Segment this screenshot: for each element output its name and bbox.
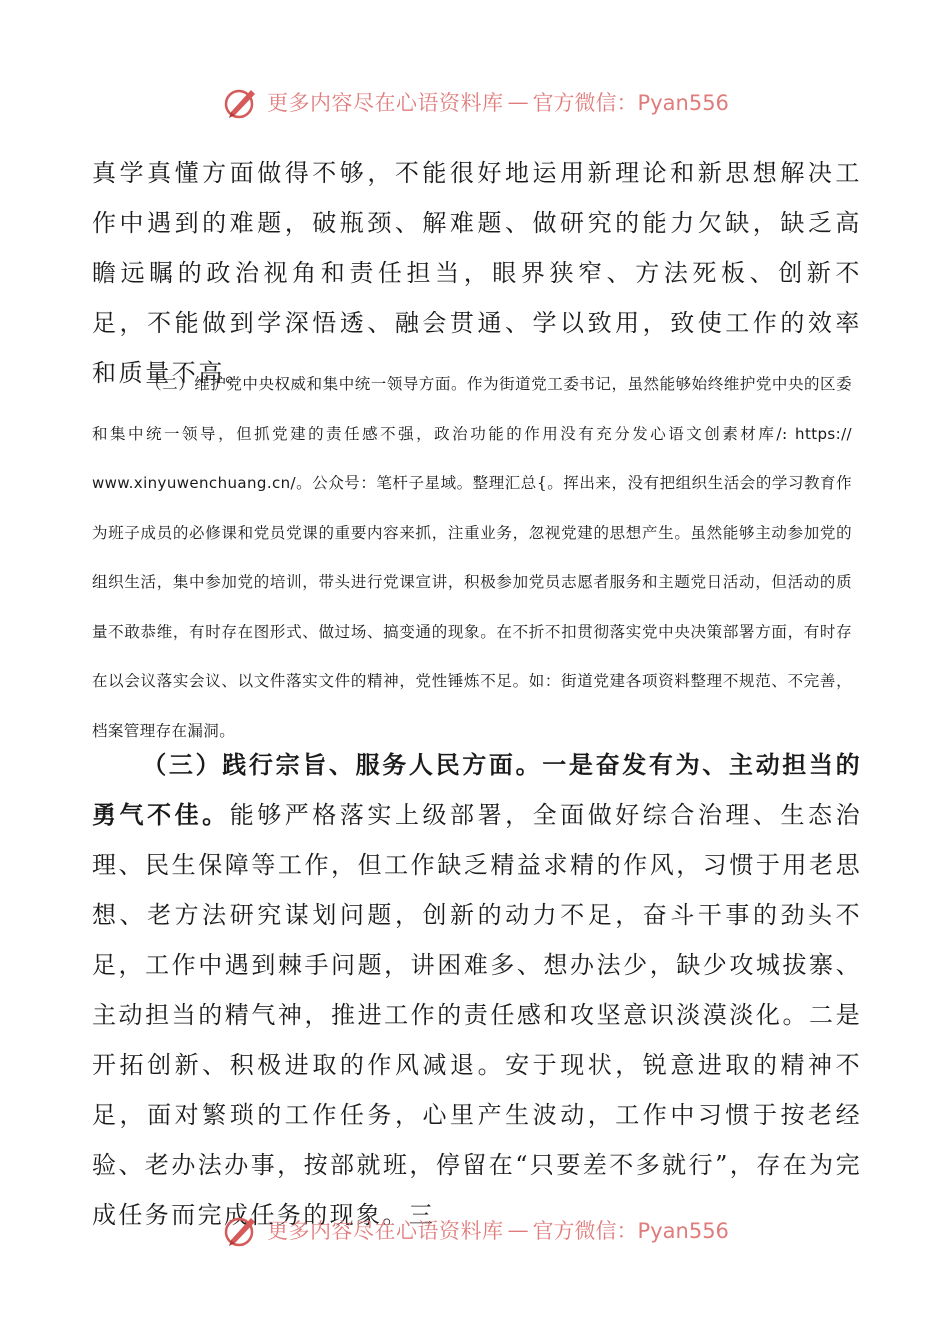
paragraph-2-part-b: 。公众号：笔杆子星域。整理汇总{。挥出来，没有把组织生活会的学习教育作为班子成员的必修课和党员党课的重要内容来抓，注重业务，忽视党建的思想产生。虽然能够主动参加党的组织生活，集中参加党的培训，带头进行党课宣讲，积极参加党员志愿者服务和主题党日活动，但活动的质量不敢恭维，有时存在图形式、做过场、搞变通的现象。在不折不扣贯彻落实党中央决策部署方面，有时存在以会议落实会议、以文件落实文件的精神，党性锤炼不足。如：街道党建各项资料整理不规范、不完善，档案管理存在漏洞。 [92, 474, 852, 740]
banner-dash: — [507, 1218, 529, 1242]
pen-logo-icon [221, 1210, 261, 1250]
pen-logo-icon [221, 82, 261, 122]
banner-text: 更多内容尽在心语资料库 [267, 91, 504, 115]
banner-dash: — [507, 90, 529, 114]
banner-contact: 官方微信：Pyan556 [532, 1219, 729, 1243]
paragraph-3-body: 能够严格落实上级部署，全面做好综合治理、生态治理、民生保障等工作，但工作缺乏精益求精的作风，习惯于用老思想、老方法研究谋划问题，创新的动力不足，奋斗干事的劲头不足，工作中遇到棘手问题，讲困难多、想办法少，缺少攻城拔寨、主动担当的精气神，推进工作的责任感和攻坚意识淡漠淡化。二是开拓创新、积极进取的作风减退。安于现状，锐意进取的精神不足，面对繁琐的工作任务，心里产生波动，工作中习惯于按老经验、老办法办事，按部就班，停留在“只要差不多就行”，存在为完成任务而完成任务的现象。三 [92, 801, 862, 1229]
banner-text: 更多内容尽在心语资料库 [267, 1219, 504, 1243]
banner-contact: 官方微信：Pyan556 [532, 91, 729, 115]
paragraph-3-heading: （三）践行宗旨、服务人民方面。一是奋发有为、主动担当的勇气不佳。 [92, 750, 862, 829]
header-banner [0, 80, 950, 124]
paragraph-2 [92, 360, 852, 756]
footer-banner [0, 1208, 950, 1252]
paragraph-1: 真学真懂方面做得不够，不能很好地运用新理论和新思想解决工作中遇到的难题，破瓶颈、解难题、做研究的能力欠缺，缺乏高瞻远瞩的政治视角和责任担当，眼界狭窄、方法死板、创新不足，不能做到学深悟透、融会贯通、学以致用，致使工作的效率和质量不高。 [92, 159, 862, 387]
paragraph-2-part-a: （二）维护党中央权威和集中统一领导方面。作为街道党工委书记，虽然能够始终维护党中央的区委和集中统一领导，但抓党建的责任感不强，政治功能的作用没有充分发心语文创素材库/: [92, 375, 852, 443]
paragraph-3 [92, 740, 862, 1240]
paragraph-2-url: https:// www.xinyuwenchuang.cn/ [92, 424, 852, 492]
